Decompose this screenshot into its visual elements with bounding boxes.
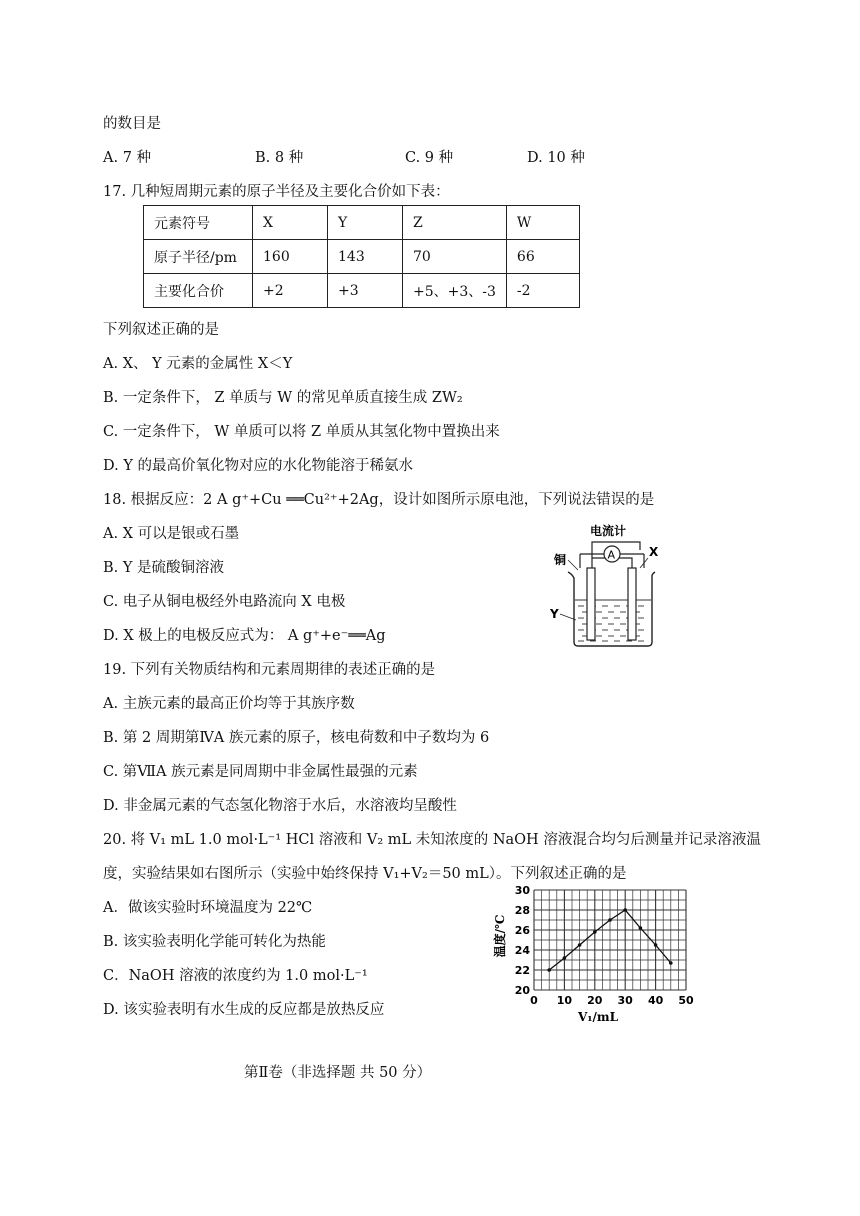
table-cell: 66 — [506, 240, 579, 274]
table-row — [144, 206, 580, 240]
data-point — [593, 930, 597, 934]
q19-option-b: B. 第 2 周期第ⅣA 族元素的原子，核电荷数和中子数均为 6 — [103, 730, 490, 746]
temperature-chart — [490, 884, 700, 1026]
data-point — [623, 908, 627, 912]
y-tick-label: 30 — [514, 884, 530, 897]
y-tick-label: 22 — [514, 964, 530, 977]
x-electrode — [628, 568, 636, 640]
data-point — [563, 956, 567, 960]
q16-option-d: D. 10 种 — [527, 150, 585, 166]
x-tick-label: 0 — [530, 994, 538, 1007]
q20-option-a: A．做该实验时环境温度为 22℃ — [103, 900, 313, 916]
table-cell: 原子半径/pm — [144, 240, 253, 274]
table-cell: X — [253, 206, 328, 240]
table-row — [144, 274, 580, 308]
x-electrode-label: X — [649, 545, 659, 559]
table-cell: -2 — [506, 274, 579, 308]
q19-stem: 19. 下列有关物质结构和元素周期律的表述正确的是 — [103, 662, 436, 678]
table-cell: +5、+3、-3 — [403, 274, 507, 308]
table-cell: Z — [403, 206, 507, 240]
x-tick-label: 50 — [678, 994, 694, 1007]
data-point — [578, 943, 582, 947]
q17-option-a: A. X、 Y 元素的金属性 X＜Y — [103, 356, 293, 372]
beaker — [568, 572, 655, 646]
q20-option-b: B. 该实验表明化学能可转化为热能 — [103, 934, 326, 950]
galvanic-cell-diagram — [540, 520, 670, 652]
table-cell: W — [506, 206, 579, 240]
x-tick-label: 20 — [587, 994, 603, 1007]
ammeter-symbol: A — [607, 548, 616, 562]
table-cell: 元素符号 — [144, 206, 253, 240]
y-tick-label: 28 — [514, 904, 530, 917]
copper-electrode — [587, 568, 595, 640]
chart-grid — [534, 890, 686, 990]
meter-label: 电流计 — [590, 524, 627, 538]
table-cell: 160 — [253, 240, 328, 274]
data-point — [654, 943, 658, 947]
q17-table — [143, 205, 580, 308]
table-cell: 主要化合价 — [144, 274, 253, 308]
y-tick-label: 24 — [514, 944, 530, 957]
q20-option-d: D. 该实验表明有水生成的反应都是放热反应 — [103, 1002, 385, 1018]
q17-stem: 17. 几种短周期元素的原子半径及主要化合价如下表： — [103, 184, 450, 200]
data-point — [608, 918, 612, 922]
data-point — [547, 968, 551, 972]
chart-x-axis-label: V₁/mL — [577, 1010, 619, 1024]
q18-option-d: D. X 极上的电极反应式为： A g⁺+e⁻══Ag — [103, 628, 386, 644]
q18-stem: 18. 根据反应：2 A g⁺+Cu ══Cu²⁺+2Ag，设计如图所示原电池，下列说法错误的是 — [103, 492, 655, 508]
q17-option-b: B. 一定条件下， Z 单质与 W 的常见单质直接生成 ZW₂ — [103, 390, 463, 406]
q17-option-c: C. 一定条件下， W 单质可以将 Z 单质从其氢化物中置换出来 — [103, 424, 500, 440]
table-row — [144, 240, 580, 274]
q18-option-c: C. 电子从铜电极经外电路流向 X 电极 — [103, 594, 346, 610]
q17-prompt: 下列叙述正确的是 — [103, 322, 219, 338]
q17-option-d: D. Y 的最高价氧化物对应的水化物能溶于稀氨水 — [103, 458, 414, 474]
q16-option-c: C. 9 种 — [405, 150, 454, 166]
x-tick-label: 30 — [617, 994, 633, 1007]
x-tick-label: 40 — [647, 994, 664, 1007]
q19-option-a: A. 主族元素的最高正价均等于其族序数 — [103, 696, 355, 712]
chart-y-axis-label: 温度/℃ — [493, 914, 507, 958]
q19-option-c: C. 第ⅦA 族元素是同周期中非金属性最强的元素 — [103, 764, 418, 780]
q16-option-b: B. 8 种 — [255, 150, 304, 166]
q19-option-d: D. 非金属元素的气态氢化物溶于水后，水溶液均呈酸性 — [103, 798, 457, 814]
table-cell: +3 — [328, 274, 403, 308]
copper-label: 铜 — [554, 553, 567, 567]
x-tick-label: 10 — [556, 994, 573, 1007]
q18-option-a: A. X 可以是银或石墨 — [103, 526, 240, 542]
section-title: 第Ⅱ卷（非选择题 共 50 分） — [244, 1065, 432, 1081]
table-cell: Y — [328, 206, 403, 240]
q20-stem-line1: 20. 将 V₁ mL 1.0 mol·L⁻¹ HCl 溶液和 V₂ mL 未知浓度的 NaOH 溶液混合均匀后测量并记录溶液温 — [103, 832, 761, 848]
q16-continuation: 的数目是 — [103, 116, 161, 132]
q18-option-b: B. Y 是硫酸铜溶液 — [103, 560, 225, 576]
table-cell: 143 — [328, 240, 403, 274]
table-cell: +2 — [253, 274, 328, 308]
y-tick-label: 26 — [514, 924, 530, 937]
y-solution-label: Y — [550, 607, 559, 621]
y-tick-label: 20 — [514, 984, 530, 997]
q20-option-c: C．NaOH 溶液的浓度约为 1.0 mol·L⁻¹ — [103, 968, 368, 984]
table-cell: 70 — [403, 240, 507, 274]
q16-option-a: A. 7 种 — [103, 150, 152, 166]
data-point — [639, 926, 643, 930]
q20-stem-line2: 度，实验结果如右图所示（实验中始终保持 V₁+V₂＝50 mL）。下列叙述正确的是 — [103, 866, 627, 882]
data-point — [669, 961, 673, 965]
